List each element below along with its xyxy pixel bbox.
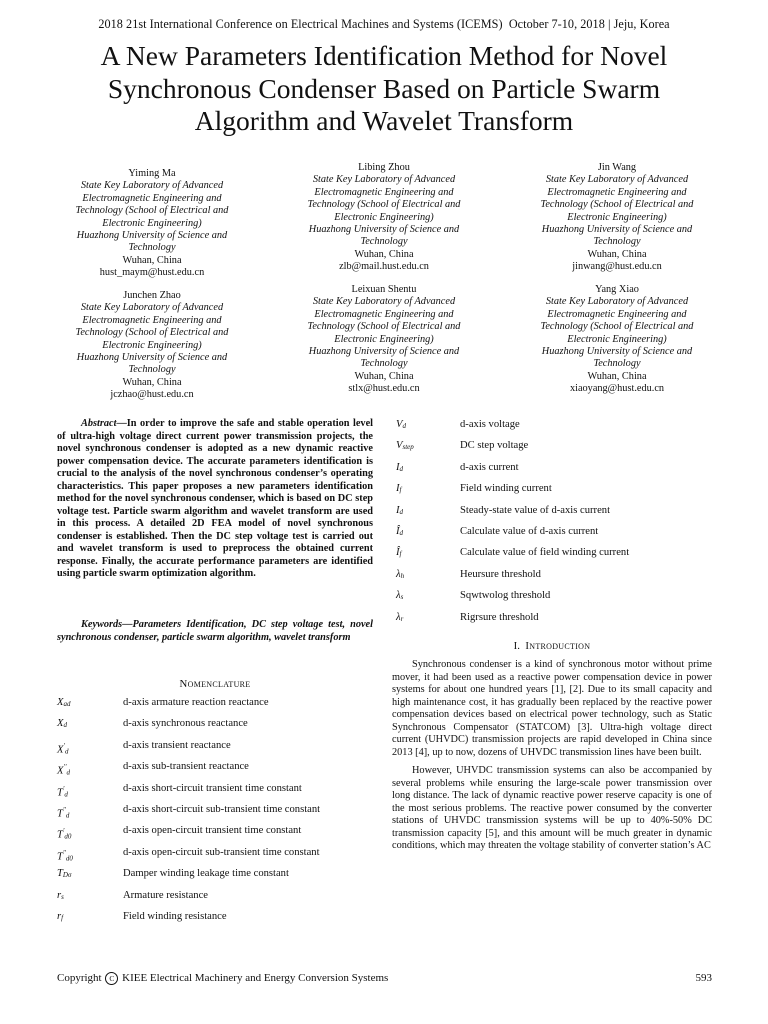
abstract-label: Abstract — [81, 418, 117, 429]
paper-title — [30, 40, 738, 138]
affiliation-line: Huazhong University of Science and — [76, 230, 228, 242]
nomenclature-description: Field winding current — [460, 483, 552, 495]
nomenclature-description: Calculate value of field winding current — [460, 547, 630, 559]
affiliation-line: Huazhong University of Science and — [76, 352, 228, 364]
nomenclature-symbol: $X_d$ — [57, 718, 67, 730]
author-city: Wuhan, China — [587, 370, 647, 382]
nomenclature-description: Rigrsure threshold — [460, 611, 539, 623]
author-block — [52, 168, 252, 280]
affiliation-line: Technology — [360, 358, 408, 370]
keywords-dash: — — [122, 619, 133, 630]
nomenclature-symbol: $X_{ad}$ — [57, 697, 71, 708]
keywords-label: Keywords — [81, 619, 123, 630]
paragraph: Synchronous condenser is a kind of synchronous motor without prime mover, it had been used as a reactive power compensation device in power systems for about one hundred years [1], [2]. Due to its small capacity and high maintenance cost, it has gradually been replaced by the reactive power compensation devices based on electrical power technology, such as Static Synchronous Compensator (STATCOM) [3]. Ultra-high voltage direct current (UHVDC) transmission projects are rapid developed in China since 2013 [4], up to now, dozens of UHVDC transmission lines have been built. — [392, 659, 712, 758]
nomenclature-symbol: $\lambda_r$ — [396, 611, 404, 623]
author-affiliation — [284, 174, 484, 248]
affiliation-line: Huazhong University of Science and — [308, 346, 460, 358]
affiliation-line: State Key Laboratory of Advanced — [312, 296, 456, 308]
author-block — [517, 284, 717, 396]
affiliation-line: Technology (School of Electrical and — [307, 321, 461, 333]
author-block — [52, 290, 252, 402]
nomenclature-description: d-axis open-circuit sub-transient time constant — [123, 846, 320, 858]
affiliation-line: Huazhong University of Science and — [541, 224, 693, 236]
affiliation-line: Electronic Engineering) — [102, 339, 202, 351]
affiliation-line: Electronic Engineering) — [567, 333, 667, 345]
affiliation-line: Electronic Engineering) — [334, 211, 434, 223]
author-affiliation — [52, 180, 252, 254]
introduction-body — [392, 659, 712, 859]
author-email: stlx@hust.edu.cn — [348, 383, 420, 395]
title-line: Algorithm and Wavelet Transform — [194, 105, 574, 136]
author-name: Yang Xiao — [595, 284, 639, 295]
affiliation-line: State Key Laboratory of Advanced — [545, 174, 689, 186]
affiliation-line: Huazhong University of Science and — [308, 224, 460, 236]
nomenclature-description: Field winding resistance — [123, 911, 227, 922]
paragraph: However, UHVDC transmission systems can also be accompanied by several problems while ensuring the large-scale power transmission over long distance. The lack of dynamic reactive power reserve capacity is one of the most serious problems. The reactive power consumed by the converter stations of UHVDC transmission systems will be up to 40%-50% DC transmission capacity [5], and this amount will be much greater in dynamic conditions, which may threaten the voltage stability of converter station’s AC — [392, 765, 712, 851]
nomenclature-symbol: $r_s$ — [57, 889, 64, 901]
affiliation-line: Electromagnetic Engineering and — [547, 186, 687, 198]
affiliation-line: Technology — [360, 236, 408, 248]
nomenclature-description: DC step voltage — [460, 440, 529, 452]
author-city: Wuhan, China — [122, 376, 182, 388]
author-name: Yiming Ma — [128, 168, 176, 179]
author-email: jinwang@hust.edu.cn — [572, 261, 662, 273]
author-city: Wuhan, China — [122, 254, 182, 266]
author-name: Junchen Zhao — [123, 290, 181, 301]
nomenclature-description: d-axis armature reaction reactance — [123, 697, 269, 708]
nomenclature-symbol: $\lambda_s$ — [396, 590, 404, 602]
nomenclature-symbol: $X''_d$ — [57, 763, 70, 777]
author-email: jczhao@hust.edu.cn — [110, 389, 194, 401]
abstract-text: In order to improve the safe and stable operation level of ultra-high voltage direct current power transmission projects, the novel synchronous condenser is adopted as a new dynamic reactive power compensation device. The accurate parameters identification is crucial to the analysis of the novel synchronous condenser’s operating characteristics. This paper proposes a new parameters identification method for the novel synchronous condenser, which is based on DC step voltage test. Particle swarm algorithm and wavelet transform are used in this process. A detailed 2D FEA model of novel synchronous condenser is established. Then the DC step voltage test is carried out and wavelet transform is used to preprocess the obtained current response. Finally, the accurate performance parameters are identified using particle swarm optimization algorithm. — [57, 418, 373, 579]
affiliation-line: Electromagnetic Engineering and — [547, 308, 687, 320]
author-name: Leixuan Shentu — [351, 284, 417, 295]
affiliation-line: State Key Laboratory of Advanced — [80, 180, 224, 192]
author-email: hust_maym@hust.edu.cn — [99, 267, 205, 279]
author-city: Wuhan, China — [587, 248, 647, 260]
abstract-dash: — — [116, 418, 127, 429]
conference-header — [0, 17, 768, 32]
nomenclature-description: d-axis sub-transient reactance — [123, 761, 249, 773]
affiliation-line: Electromagnetic Engineering and — [82, 192, 222, 204]
title-line: A New Parameters Identification Method for Novel — [100, 40, 668, 71]
nomenclature-heading-text: Nomenclature — [179, 678, 251, 690]
nomenclature-symbol: $V_d$ — [396, 419, 406, 430]
affiliation-line: Technology (School of Electrical and — [540, 199, 694, 211]
copyright-word: Copyright — [57, 972, 102, 984]
affiliation-line: Technology (School of Electrical and — [75, 327, 229, 339]
author-city: Wuhan, China — [354, 248, 414, 260]
author-name: Libing Zhou — [358, 162, 410, 173]
nomenclature-description: d-axis short-circuit transient time constant — [123, 782, 302, 794]
nomenclature-description: d-axis current — [460, 461, 519, 473]
affiliation-line: Electromagnetic Engineering and — [314, 308, 454, 320]
affiliation-line: Technology — [593, 236, 641, 248]
author-email: xiaoyang@hust.edu.cn — [569, 383, 665, 395]
copyright-icon: C — [105, 972, 118, 985]
author-affiliation — [52, 302, 252, 376]
section-number: I. — [513, 640, 520, 652]
affiliation-line: Technology (School of Electrical and — [307, 199, 461, 211]
nomenclature-symbol: $T_{D\sigma}$ — [57, 868, 72, 880]
nomenclature-symbol: $T''_{d0}$ — [57, 848, 73, 863]
nomenclature-description: d-axis voltage — [460, 419, 520, 430]
nomenclature-description: Sqwtwolog threshold — [460, 590, 551, 602]
author-affiliation — [284, 296, 484, 370]
nomenclature-symbol: $X'_d$ — [57, 741, 69, 756]
affiliation-line: Electromagnetic Engineering and — [82, 314, 222, 326]
introduction-heading — [392, 640, 712, 652]
abstract — [57, 418, 373, 581]
keywords-text: Parameters Identification, DC step voltage test, novel synchronous condenser, particle swarm algorithm, wavelet transform — [57, 619, 373, 643]
nomenclature-symbol: $r_f$ — [57, 911, 64, 922]
conference-date: October 7-10, 2018 — [508, 17, 605, 31]
nomenclature-symbol: $Î_f$ — [396, 547, 402, 559]
affiliation-line: Technology — [593, 358, 641, 370]
nomenclature-description: Calculate value of d-axis current — [460, 526, 599, 537]
nomenclature-symbol: $V_{step}$ — [396, 440, 414, 452]
affiliation-line: Technology — [128, 364, 176, 376]
affiliation-line: Electronic Engineering) — [102, 217, 202, 229]
author-block — [284, 284, 484, 396]
affiliation-line: Electronic Engineering) — [567, 211, 667, 223]
title-line: Synchronous Condenser Based on Particle Swarm — [107, 72, 661, 104]
affiliation-line: Huazhong University of Science and — [541, 346, 693, 358]
nomenclature-symbol: $T'_d$ — [57, 784, 68, 799]
nomenclature-description: Heursure threshold — [460, 568, 541, 580]
nomenclature-description: d-axis transient reactance — [123, 739, 231, 751]
section-title: Introduction — [525, 640, 591, 652]
author-name: Jin Wang — [597, 162, 637, 173]
author-city: Wuhan, China — [354, 370, 414, 382]
author-affiliation — [517, 296, 717, 370]
conference-location: Jeju, Korea — [613, 17, 670, 31]
nomenclature-description: Steady-state value of d-axis current — [460, 504, 611, 516]
conference-name: 2018 21st International Conference on Electrical Machines and Systems (ICEMS) — [98, 17, 503, 31]
affiliation-line: State Key Laboratory of Advanced — [545, 296, 689, 308]
nomenclature-description: d-axis synchronous reactance — [123, 718, 248, 730]
page-number: 593 — [695, 972, 712, 984]
keywords — [57, 619, 373, 644]
affiliation-line: State Key Laboratory of Advanced — [80, 302, 224, 314]
header-separator: | — [607, 17, 611, 31]
nomenclature-description: Damper winding leakage time constant — [123, 868, 289, 880]
affiliation-line: Electromagnetic Engineering and — [314, 186, 454, 198]
nomenclature-heading — [57, 678, 373, 690]
nomenclature-symbol: $I_d$ — [396, 504, 404, 516]
affiliation-line: Technology (School of Electrical and — [75, 205, 229, 217]
nomenclature-symbol: $I_d$ — [396, 461, 404, 473]
nomenclature-description: d-axis open-circuit transient time constant — [123, 825, 302, 837]
affiliation-line: State Key Laboratory of Advanced — [312, 174, 456, 186]
nomenclature-symbol: $I_f$ — [396, 483, 402, 495]
copyright-society: KIEE Electrical Machinery and Energy Conversion Systems — [122, 972, 389, 984]
nomenclature-description: d-axis short-circuit sub-transient time constant — [123, 804, 321, 815]
nomenclature-symbol: $T''_d$ — [57, 806, 70, 820]
affiliation-line: Technology (School of Electrical and — [540, 321, 694, 333]
affiliation-line: Electronic Engineering) — [334, 333, 434, 345]
nomenclature-symbol: $Î_d$ — [396, 526, 404, 537]
nomenclature-description: Armature resistance — [123, 889, 209, 901]
author-affiliation — [517, 174, 717, 248]
affiliation-line: Technology — [128, 242, 176, 254]
author-block — [284, 162, 484, 274]
author-email: zlb@mail.hust.edu.cn — [339, 261, 429, 273]
nomenclature-symbol: $T'_{d0}$ — [57, 827, 72, 841]
copyright-footer — [57, 972, 388, 985]
author-block — [517, 162, 717, 274]
nomenclature-symbol: $\lambda_h$ — [396, 568, 405, 580]
